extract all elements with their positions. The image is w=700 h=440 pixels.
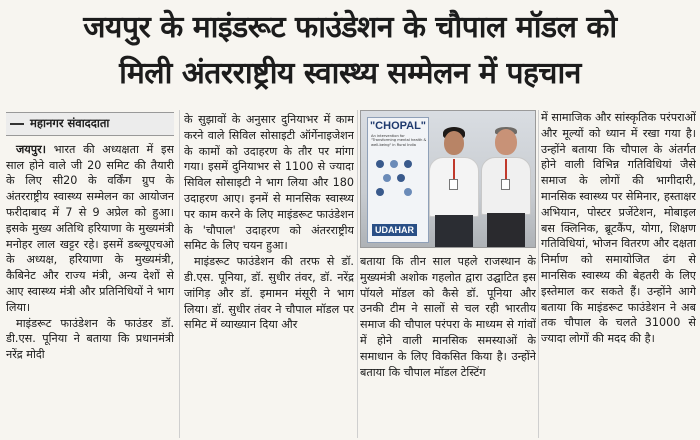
headline-line-1: जयपुर के माइंडरूट फाउंडेशन के चौपाल मॉडल को xyxy=(83,10,617,45)
banner-photo-icon xyxy=(376,188,384,196)
dateline: जयपुर। xyxy=(16,142,46,156)
column-divider xyxy=(179,110,180,438)
person-right xyxy=(477,123,535,248)
article-paragraph: बताया कि तीन साल पहले राजस्थान के मुख्यमंत्री अशोक गहलोत द्वारा उद्घाटित इस पॉयले मॉडल को कैसे डॉ. पूनिया और उनकी टीम ने सालों से चल रही भारतीय समाज की चौपाल परंपरा के माध्यम से गांवों में होने वाली मानसिक समस्याओं के समाधान के लिए विकसित किया है। उन्होंने बताया कि चौपाल मॉडल टेस्टिंग xyxy=(360,255,536,379)
banner-photo-icon xyxy=(390,160,398,168)
article-column-4 xyxy=(541,110,696,436)
chopal-banner xyxy=(367,117,429,243)
article-paragraph xyxy=(6,142,174,316)
banner-photo-icon xyxy=(383,174,391,182)
banner-subtitle: An intervention for "Transforming mental health & well-being" in Rural India xyxy=(371,134,427,147)
article-column-3 xyxy=(360,254,536,438)
banner-title: "CHOPAL" xyxy=(369,120,427,132)
headline-line-2: मिली अंतरराष्ट्रीय स्वास्थ्य सम्मेलन में पहचान xyxy=(119,56,581,91)
paragraph-text: भारत की अध्यक्षता में इस साल होने वाले जी 20 समिट की तैयारी के लिए सी20 के वर्किंग ग्रुप के अंतरराष्ट्रीय स्वास्थ्य सम्मेलन का आयोजन फरीदाबाद में 7 से 9 अप्रेल को हुआ। इसके मुख्य अतिथि हरियाणा के मुख्यमंत्री मनोहर लाल खट्टर रहे। इसमें डब्ल्यूएचओ के अध्यक्ष, हरियाणा के मुख्यमंत्री, कैबिनेट और राज्य मंत्री, अन्य देशों से आए स्वास्थ्य मंत्री और प्रतिनिधियों ने भाग लिया। xyxy=(6,142,174,314)
article-paragraph: में सामाजिक और सांस्कृतिक परंपराओं और मूल्यों को ध्यान में रखा गया है। उन्होंने बताया कि चौपाल के अंतर्गत होने वाली विभिन्न गतिविधियां जैसे समाज के लोगों की भागीदारी, मानसिक स्वास्थ्य पर सेमिनार, हस्ताक्षर अभियान, पोस्टर प्रजेंटेशन, मोबाइल बस क्लिनिक, ब्रूटकैंप, योगा, शिक्षण गतिविधियां, भोजन वितरण और दक्षता निर्माण को समायोजित ढंग से मानसिक स्वास्थ्य की बेहतरी के लिए इस्तेमाल कर सकते हैं। उन्होंने आगे बताया कि माइंडरूट फाउंडेशन ने अब तक चौपाल के चलते 31000 से ज्यादा लोगों की मदद की है। xyxy=(541,111,696,346)
banner-photo-icon xyxy=(404,188,412,196)
article-column-2 xyxy=(184,112,354,438)
article-paragraph: माइंडरूट फाउंडेशन की तरफ से डॉ. डी.एस. पूनिया, डॉ. सुधीर तंवर, डॉ. नरेंद्र जांगिड़ और डॉ. इमामन मंसूरी ने भाग लिया। डॉ. सुधीर तंवर ने चौपाल मॉडल पर समिट में व्याख्यान दिया और xyxy=(184,255,354,332)
news-photo xyxy=(360,110,536,248)
column-divider xyxy=(357,110,358,438)
byline: महानगर संवाददाता xyxy=(6,112,174,136)
column-divider xyxy=(538,110,539,438)
article-column-1 xyxy=(6,112,174,438)
banner-footer: UDAHAR xyxy=(372,224,417,236)
article-paragraph: के सुझावों के अनुसार दुनियाभर में काम करने वाले सिविल सोसाइटी ऑर्गेनाइजेशन के कामों को उदाहरण के तौर पर मांगा गया। इसमें दुनियाभर से 1100 से ज्यादा सिविल सोसाइटी ने भाग लिया और 180 उदाहरण आए। इनमें से मानसिक स्वास्थ्य पर काम करने के लिए माइंडरूट फाउंडेशन के 'चौपाल' उदाहरण को अंतरराष्ट्रीय समिट के लिए चयन हुआ। xyxy=(184,113,354,253)
person-left xyxy=(423,125,483,248)
article-paragraph: माइंडरूट फाउंडेशन के फाउंडर डॉ. डी.एस. पूनिया ने बताया कि प्रधानमंत्री नरेंद्र मोदी xyxy=(6,316,174,362)
banner-photo-icon xyxy=(397,174,405,182)
banner-photo-icon xyxy=(404,160,412,168)
banner-photo-icon xyxy=(376,160,384,168)
